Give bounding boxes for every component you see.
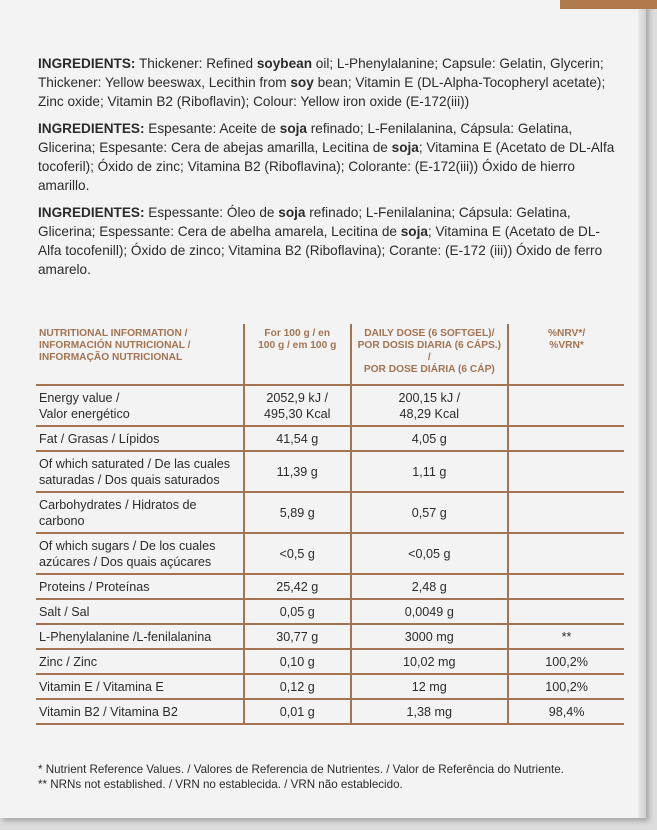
per-100g-value: 5,89 g: [244, 492, 351, 533]
nrv-value: [508, 492, 624, 533]
nrv-value: [508, 426, 624, 451]
nutrient-label: Zinc / Zinc: [36, 649, 244, 674]
table-row: [36, 385, 624, 426]
table-row: [36, 699, 624, 724]
daily-dose-value: 1,11 g: [351, 451, 509, 492]
daily-dose-value: 200,15 kJ / 48,29 Kcal: [351, 385, 509, 426]
daily-dose-value: 0,0049 g: [351, 599, 509, 624]
nrv-value: [508, 451, 624, 492]
header-daily-dose: DAILY DOSE (6 SOFTGEL)/ POR DOSIS DIARIA (6 CÁPS.) / POR DOSE DIÁRIA (6 CÁP): [351, 324, 509, 385]
nutrition-header-row: [36, 324, 624, 385]
table-row: [36, 492, 624, 533]
daily-dose-value: 0,57 g: [351, 492, 509, 533]
footnote-nrv: * Nutrient Reference Values. / Valores de Referencia de Nutrientes. / Valor de Referência do Nutriente.: [38, 763, 564, 776]
per-100g-value: 2052,9 kJ / 495,30 Kcal: [244, 385, 351, 426]
ingredients-section: [38, 54, 622, 287]
daily-dose-value: 4,05 g: [351, 426, 509, 451]
nutrient-label: Vitamin B2 / Vitamina B2: [36, 699, 244, 724]
nrv-value: [508, 574, 624, 599]
per-100g-value: 0,10 g: [244, 649, 351, 674]
per-100g-value: 0,12 g: [244, 674, 351, 699]
nutrient-label: L-Phenylalanine /L-fenilalanina: [36, 624, 244, 649]
footnotes: [38, 762, 638, 792]
table-row: [36, 674, 624, 699]
header-nrv: %NRV*/ %VRN*: [508, 324, 624, 385]
nutrient-label: Of which saturated / De las cuales saturadas / Dos quais saturados: [36, 451, 244, 492]
per-100g-value: 30,77 g: [244, 624, 351, 649]
nrv-value: [508, 533, 624, 574]
daily-dose-value: 2,48 g: [351, 574, 509, 599]
table-row: [36, 533, 624, 574]
daily-dose-value: 10,02 mg: [351, 649, 509, 674]
nrv-value: 100,2%: [508, 674, 624, 699]
table-row: [36, 426, 624, 451]
daily-dose-value: <0,05 g: [351, 533, 509, 574]
table-row: [36, 649, 624, 674]
nutrient-label: Salt / Sal: [36, 599, 244, 624]
nutrient-label: Energy value / Valor energético: [36, 385, 244, 426]
daily-dose-value: 12 mg: [351, 674, 509, 699]
nrv-value: [508, 599, 624, 624]
nutrition-table-body: [36, 385, 624, 724]
per-100g-value: 0,01 g: [244, 699, 351, 724]
ingredients-portuguese: INGREDIENTES: Espessante: Óleo de soja refinado; L-Fenilalanina; Cápsula: Gelatina, Glicerina; Espessante: Cera de abelha amarela, Lecitina de soja; Vitamina E (Acetato de DL-Alfa tocofenill); Óxido de zinco; Vitamina B2 (Riboflavina); Corante: (E-172 (iii)) Óxido de ferro amarelo.: [38, 205, 603, 277]
daily-dose-value: 3000 mg: [351, 624, 509, 649]
footnote-not-established: ** NRNs not established. / VRN no establecida. / VRN não establecido.: [38, 778, 403, 791]
table-row: [36, 451, 624, 492]
ingredients-english: INGREDIENTS: Thickener: Refined soybean oil; L-Phenylalanine; Capsule: Gelatin, Glycerin; Thickener: Yellow beeswax, Lecithin from soy bean; Vitamin E (DL-Alpha-Tocopheryl acetate); Zinc oxide; Vitamin B2 (Riboflavin); Colour: Yellow iron oxide (E-172(iii)): [38, 56, 606, 109]
nutrient-label: Fat / Grasas / Lípidos: [36, 426, 244, 451]
table-row: [36, 599, 624, 624]
nutrition-table: [36, 324, 624, 725]
nutrient-label: Of which sugars / De los cuales azúcares / Dos quais açúcares: [36, 533, 244, 574]
table-row: [36, 574, 624, 599]
per-100g-value: 11,39 g: [244, 451, 351, 492]
per-100g-value: 41,54 g: [244, 426, 351, 451]
per-100g-value: 0,05 g: [244, 599, 351, 624]
header-per-100g: For 100 g / en 100 g / em 100 g: [244, 324, 351, 385]
nrv-value: 98,4%: [508, 699, 624, 724]
panel-edge: [638, 0, 646, 818]
table-row: [36, 624, 624, 649]
per-100g-value: <0,5 g: [244, 533, 351, 574]
accent-strip: [560, 0, 657, 9]
nrv-value: **: [508, 624, 624, 649]
nrv-value: 100,2%: [508, 649, 624, 674]
daily-dose-value: 1,38 mg: [351, 699, 509, 724]
nutrient-label: Vitamin E / Vitamina E: [36, 674, 244, 699]
per-100g-value: 25,42 g: [244, 574, 351, 599]
header-nutritional-info: NUTRITIONAL INFORMATION / INFORMACIÓN NUTRICIONAL / INFORMAÇÃO NUTRICIONAL: [36, 324, 244, 385]
nrv-value: [508, 385, 624, 426]
ingredients-spanish: INGREDIENTES: Espesante: Aceite de soja refinado; L-Fenilalanina, Cápsula: Gelatina, Glicerina; Espesante: Cera de abejas amarilla, Lecitina de soja; Vitamina E (Acetato de DL-Alfa tocoferil); Óxido de zinc; Vitamina B2 (Riboflavina); Colorante: (E-172(iii)) Óxido de hierro amarillo.: [38, 121, 615, 193]
nutrient-label: Carbohydrates / Hidratos de carbono: [36, 492, 244, 533]
nutrient-label: Proteins / Proteínas: [36, 574, 244, 599]
